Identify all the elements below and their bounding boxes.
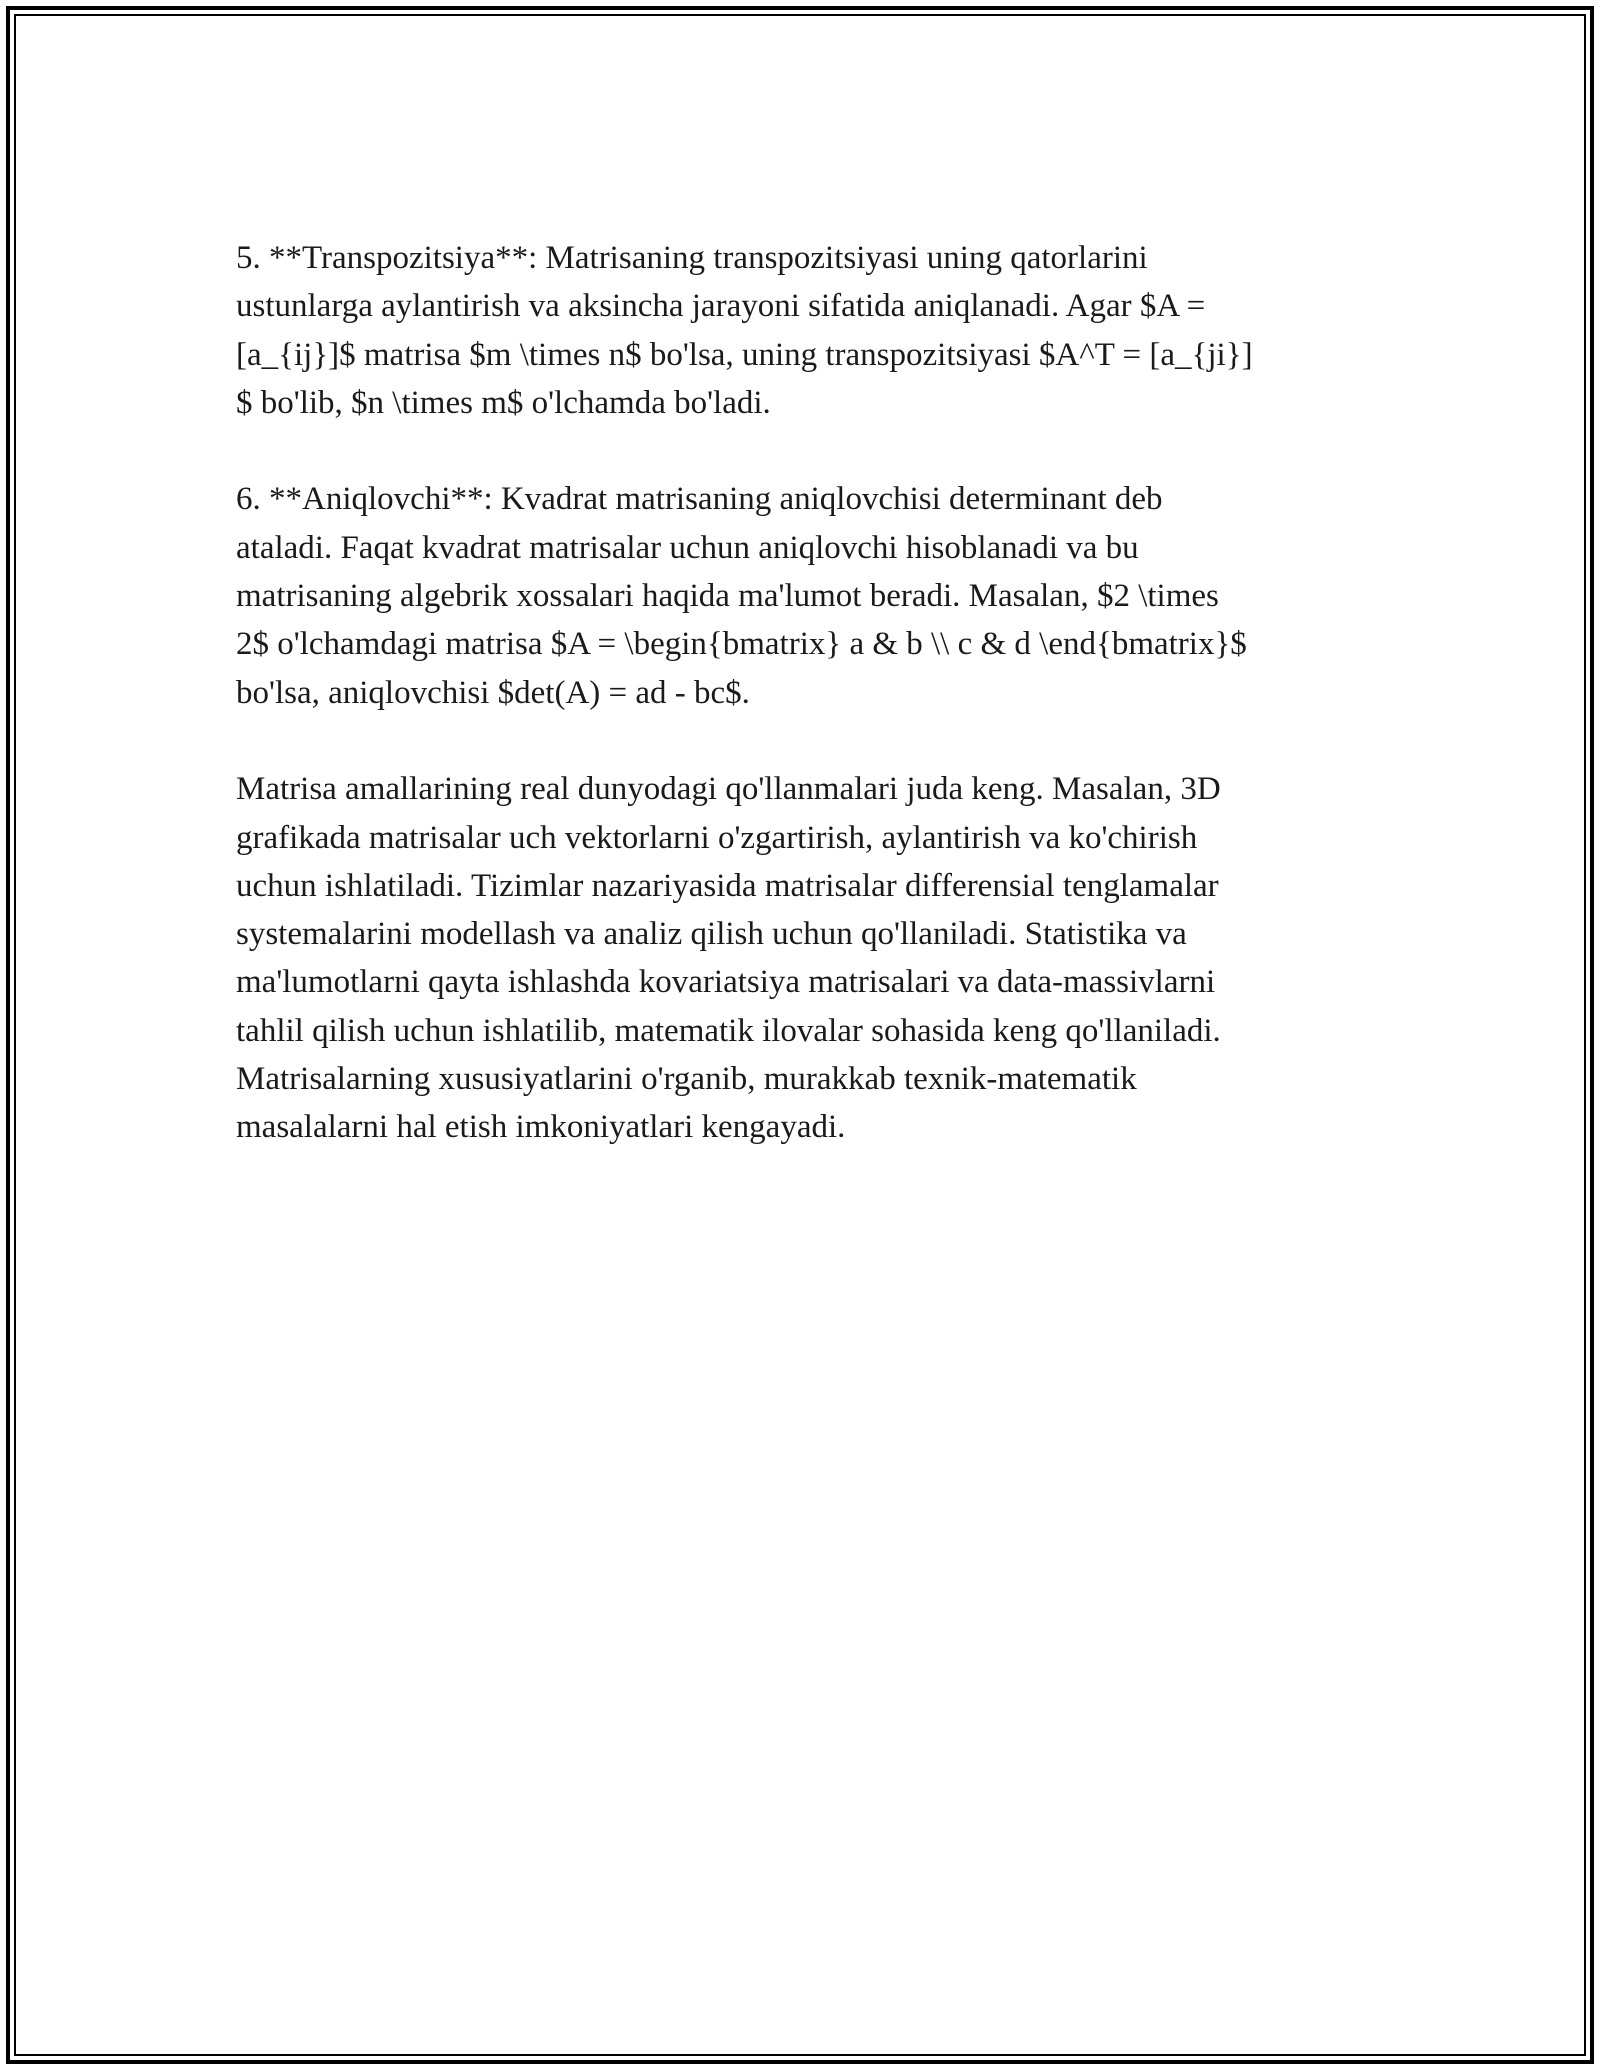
text-line: tahlil qilish uchun ishlatilib, matematik ilovalar sohasida keng qo'llaniladi. — [236, 1012, 1221, 1049]
paragraph-applications — [236, 765, 1376, 1151]
text-line: 6. **Aniqlovchi**: Kvadrat matrisaning aniqlovchisi determinant deb — [236, 481, 1163, 518]
text-line: masalalarni hal etish imkoniyatlari kengayadi. — [236, 1109, 846, 1146]
text-line: uchun ishlatiladi. Tizimlar nazariyasida matrisalar differensial tenglamalar — [236, 867, 1219, 904]
text-line: $ bo'lib, $n \times m$ o'lchamda bo'ladi. — [236, 384, 771, 421]
text-line: ataladi. Faqat kvadrat matrisalar uchun aniqlovchi hisoblanadi va bu — [236, 529, 1139, 566]
text-line: grafikada matrisalar uch vektorlarni o'zgartirish, aylantirish va ko'chirish — [236, 819, 1198, 856]
text-line: Matrisa amallarining real dunyodagi qo'llanmalari juda keng. Masalan, 3D — [236, 771, 1221, 808]
text-line: ma'lumotlarni qayta ishlashda kovariatsiya matrisalari va data-massivlarni — [236, 964, 1216, 1001]
text-line: systemalarini modellash va analiz qilish uchun qo'llaniladi. Statistika va — [236, 916, 1187, 953]
text-line: [a_{ij}]$ matrisa $m \times n$ bo'lsa, uning transpozitsiyasi $A^T = [a_{ji}] — [236, 336, 1253, 373]
paragraph-transposition — [236, 234, 1376, 427]
text-line: matrisaning algebrik xossalari haqida ma'lumot beradi. Masalan, $2 \times — [236, 578, 1219, 615]
text-line: ustunlarga aylantirish va aksincha jarayoni sifatida aniqlanadi. Agar $A = — [236, 288, 1206, 325]
text-line: bo'lsa, aniqlovchisi $det(A) = ad - bc$. — [236, 674, 750, 711]
text-line: 2$ o'lchamdagi matrisa $A = \begin{bmatrix} a & b \\ c & d \end{bmatrix}$ — [236, 626, 1247, 663]
text-line: 5. **Transpozitsiya**: Matrisaning transpozitsiyasi uning qatorlarini — [236, 240, 1148, 276]
document-body — [236, 234, 1376, 1200]
text-line: Matrisalarning xususiyatlarini o'rganib, murakkab texnik-matematik — [236, 1061, 1137, 1098]
paragraph-determinant — [236, 475, 1376, 716]
